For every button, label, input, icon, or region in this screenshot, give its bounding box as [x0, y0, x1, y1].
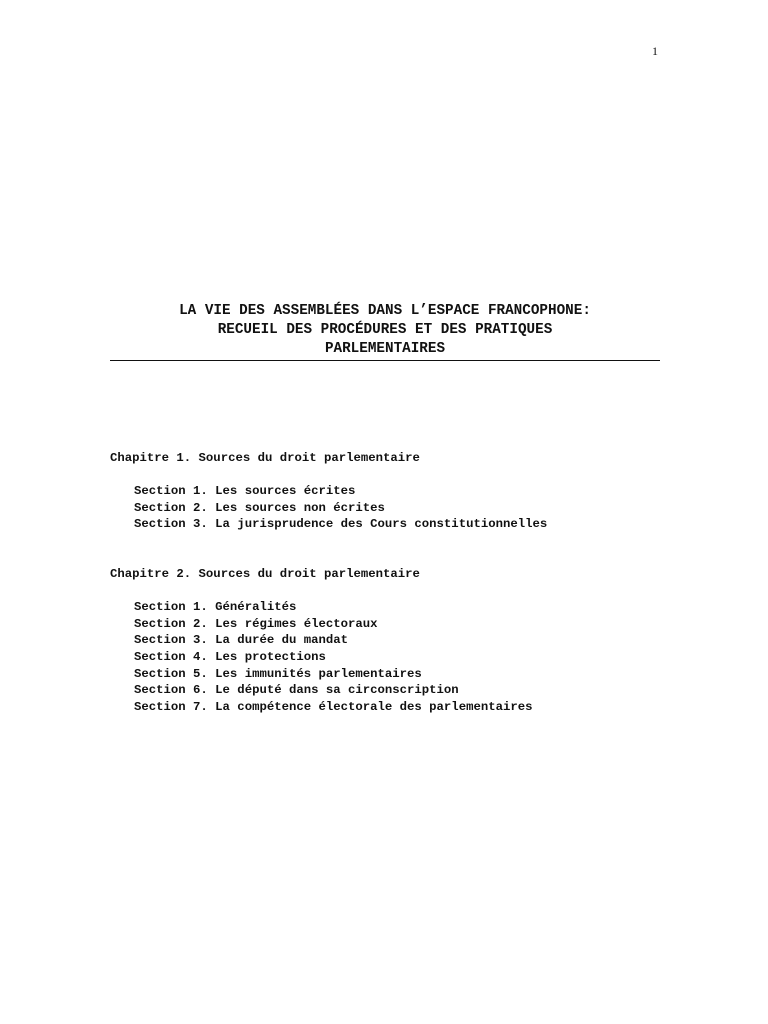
chapter-heading: Chapitre 2. Sources du droit parlementaire [110, 567, 420, 581]
section-item: Section 3. La durée du mandat [134, 633, 349, 648]
page-number: 1 [652, 44, 658, 58]
section-item: Section 3. La jurisprudence des Cours constitutionnelles [134, 517, 548, 532]
section-item: Section 5. Les immunités parlementaires [134, 666, 422, 681]
section-item: Section 7. La compétence électorale des parlementaires [134, 699, 533, 714]
section-item: Section 1. Les sources écrites [134, 484, 356, 499]
section-item: Section 2. Les sources non écrites [134, 500, 385, 515]
document-title [110, 302, 660, 359]
section-item: Section 1. Généralités [134, 600, 297, 615]
section-list [110, 483, 547, 533]
section-item: Section 4. Les protections [134, 649, 326, 664]
chapter-heading: Chapitre 1. Sources du droit parlementaire [110, 451, 420, 465]
title-line: PARLEMENTAIRES [324, 341, 446, 357]
title-line: LA VIE DES ASSEMBLÉES DANS L’ESPACE FRANCOPHONE: [179, 303, 591, 319]
section-list [110, 599, 532, 715]
chapter-2 [110, 566, 532, 715]
title-underline [110, 360, 660, 361]
title-line: RECUEIL DES PROCÉDURES ET DES PRATIQUES [217, 322, 553, 338]
chapter-1 [110, 450, 547, 533]
section-item: Section 6. Le député dans sa circonscription [134, 683, 459, 698]
section-item: Section 2. Les régimes électoraux [134, 616, 378, 631]
